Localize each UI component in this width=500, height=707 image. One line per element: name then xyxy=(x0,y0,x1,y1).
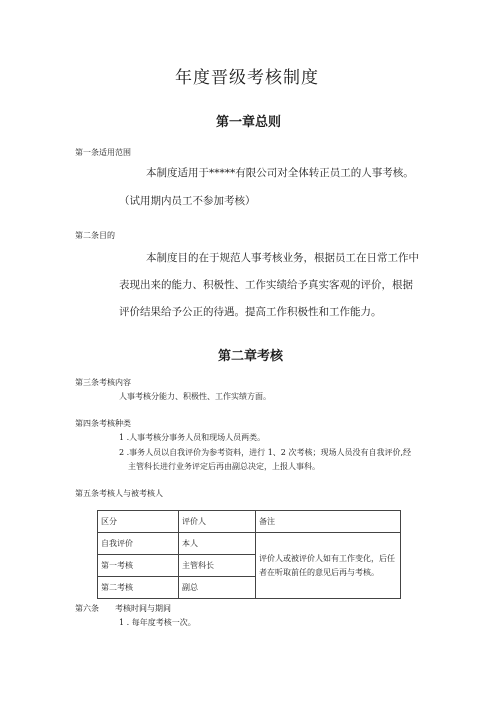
article-3-text: 人事考核分能力、积极性、工作实绩方面。 xyxy=(119,392,271,401)
article-4-item-2-line-2: 主管科长进行业务评定后再由副总决定，上报人事科。 xyxy=(128,462,320,471)
table-cell: 第一考核 xyxy=(98,555,179,577)
article-1-text: 本制度适用于*****有限公司对全体转正员工的人事考核。 xyxy=(146,167,414,179)
table-cell: 副总 xyxy=(179,577,256,599)
table-cell: 第二考核 xyxy=(98,577,179,599)
article-3-heading: 第三条考核内容 xyxy=(75,378,131,387)
article-6-title: 考核时间与期间 xyxy=(115,604,171,613)
article-6-item-1: 1 . 每年度考核一次。 xyxy=(119,618,196,627)
assessor-table xyxy=(97,510,401,599)
article-2-text-line-2: 表现出来的能力、积极性、工作实绩给予真实客观的评价，根据 xyxy=(119,279,413,291)
table-cell: 自我评价 xyxy=(98,533,179,555)
table-header-row xyxy=(98,511,401,533)
document-title: 年度晋级考核制度 xyxy=(175,68,319,88)
article-4-item-1: 1 .人事考核分事务人员和现场人员两类。 xyxy=(119,433,266,442)
table-header-cell: 区分 xyxy=(98,511,179,533)
article-2-heading: 第二条目的 xyxy=(75,231,115,240)
article-4-heading: 第四条考核种类 xyxy=(75,419,131,428)
article-1-note: （试用期内员工不参加考核） xyxy=(119,195,256,207)
chapter-heading-2: 第二章考核 xyxy=(218,349,284,364)
article-2-text-line-1: 本制度目的在于规范人事考核业务，根据员工在日常工作中 xyxy=(146,252,419,264)
table-note-cell: 评价人或被评价人如有工作变化，后任者在听取前任的意见后再与考核。 xyxy=(256,533,401,599)
chapter-heading-1: 第一章总则 xyxy=(216,115,282,130)
table-header-cell: 备注 xyxy=(256,511,401,533)
article-2-text-line-3: 评价结果给予公正的待遇。提高工作积极性和工作能力。 xyxy=(119,306,382,318)
table-header-cell: 评价人 xyxy=(179,511,256,533)
article-6-heading: 第六条 xyxy=(75,604,99,613)
article-1-heading: 第一条适用范围 xyxy=(75,148,131,157)
table-cell: 本人 xyxy=(179,533,256,555)
table-row xyxy=(98,533,401,555)
article-4-item-2-line-1: 2 .事务人员以自我评价为参考资料，进行 1、2 次考核；现场人员没有自我评价,经 xyxy=(119,448,411,457)
article-5-heading: 第五条考核人与被考核人 xyxy=(75,489,163,498)
table-cell: 主管科长 xyxy=(179,555,256,577)
